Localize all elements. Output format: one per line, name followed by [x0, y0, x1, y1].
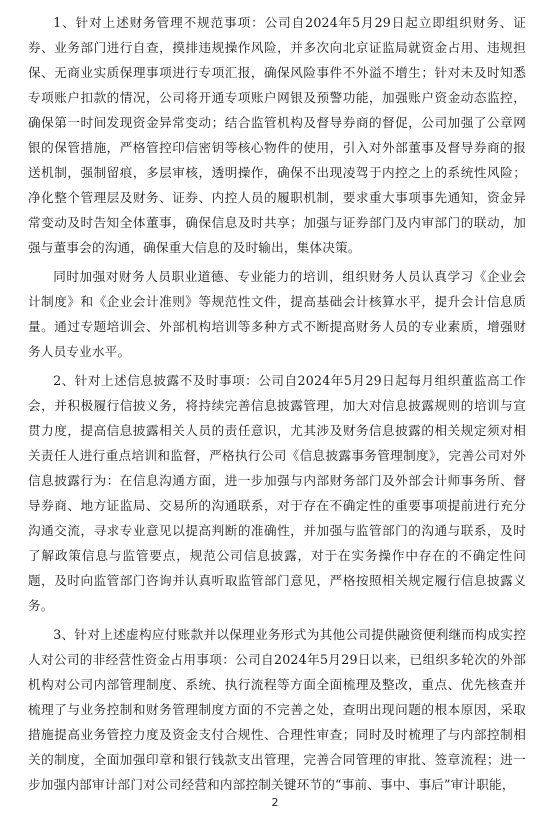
paragraph-staff-training: 同时加强对财务人员职业道德、专业能力的培训，组织财务人员认真学习《企业会计制度》和《企业会计准则》等规范性文件，提高基础会计核算水平，提升会计信息质量。通过专题培训会、外部机构培训等多种方式不断提高财务人员的专业素质，增强财务人员专业水平。 [28, 269, 526, 359]
paragraph-fund-occupation: 3、针对上述虚构应付账款并以保理业务形式为其他公司提供融资便利继而构成实控人对公司的非经营性资金占用事项：公司自2024年5月29日以来，已组织多轮次的外部机构对公司内部管理制度、系统、执行流程等方面全面梳理及整改，重点、优先核查并梳理了与业务控制和财务管理制度方面的不完善之处，查明出现问题的根本原因，采取措施提高业务管控力度及资金支付合规性、合理性审查；同时及时梳理了与内部控制相关的制度，全面加强印章和银行钱款支出管理，完善合同管理的审批、签章流程；进一步加强内部审计部门对公司经营和内部控制关键环节的“事前、事中、事后”审计职能， [28, 627, 526, 792]
document-body [28, 10, 526, 801]
paragraph-financial-management: 1、针对上述财务管理不规范事项：公司自2024年5月29日起立即组织财务、证券、业务部门进行自查，摸排违规操作风险，并多次向北京证监局就资金占用、违规担保、无商业实质保理事项进行专项汇报，确保风险事件不外溢不增生；针对未及时知悉专项账户扣款的情况，公司将开通专项账户网银及预警功能，加强账户资金动态监控，确保第一时间发现资金异常变动；结合监管机构及督导券商的督促，公司加强了公章网银的保管措施，严格管控印信密钥等核心物件的使用，引入对外部董事及督导券商的报送机制，强制留痕，多层审核，透明操作，确保不出现凌驾于内控之上的系统性风险；净化整个管理层及财务、证券、内控人员的履职机制，要求重大事项事先通知，资金异常变动及时告知全体董事，确保信息及时共享；加强与证券部门及内审部门的联动，加强与董事会的沟通，确保重大信息的及时输出，集体决策。 [28, 15, 526, 255]
paragraph-information-disclosure: 2、针对上述信息披露不及时事项：公司自2024年5月29日起每月组织董监高工作会，并积极履行信披义务，将持续完善信息披露管理，加大对信息披露规则的培训与宣贯力度，提高信息披露相关人员的责任意识，尤其涉及财务信息披露的相关规定须对相关责任人进行重点培训和监督，严格执行公司《信息披露事务管理制度》，完善公司对外信息披露行为：在信息沟通方面，进一步加强与内部财务部门及外部会计师事务所、督导券商、地方证监局、交易所的沟通联系，对于存在不确定性的重要事项提前进行充分沟通交流，寻求专业意见以提高判断的准确性，并加强与监管部门的沟通与联系，及时了解政策信息与监管要点，规范公司信息披露，对于在实务操作中存在的不确定性问题，及时向监管部门咨询并认真听取监管部门意见，严格按照相关规定履行信息披露义务。 [28, 373, 526, 613]
page-number: 2 [271, 796, 279, 809]
